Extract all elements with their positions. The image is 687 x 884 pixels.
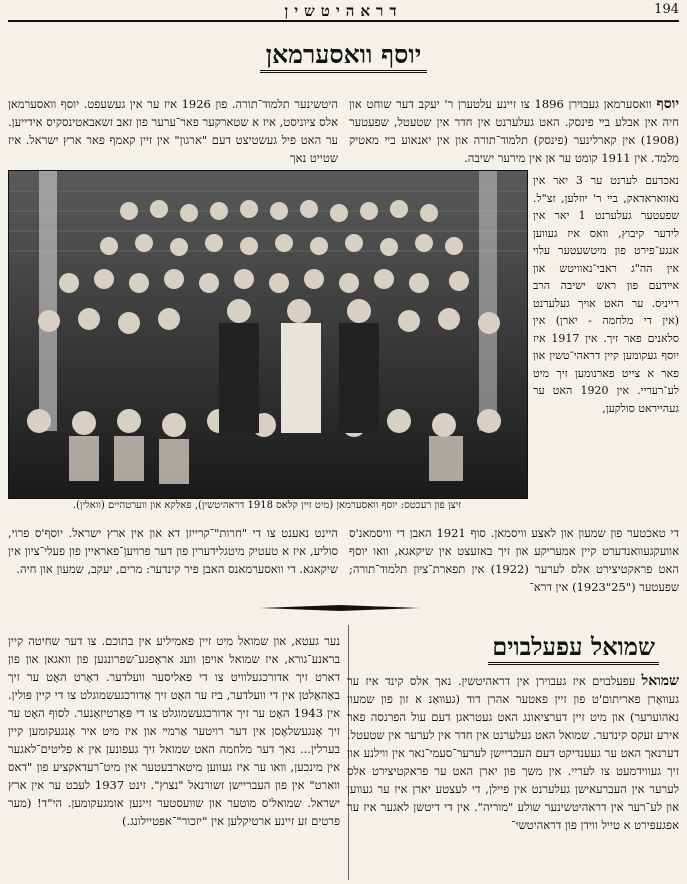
article-heading-wasserman: יוסף וואסערמאן xyxy=(0,40,687,73)
epelboim-left-column xyxy=(8,632,340,882)
running-title: דראהיטשין xyxy=(284,2,403,20)
section-divider xyxy=(260,605,420,611)
wasserman-left-bottom-text xyxy=(8,524,338,596)
paragraph: נער געטא, און שמואל מיט זיין פאמיליע אין בתוכם. צו דער שחיטה קיין בראנע־גורא, איז שמואל אויפן וועג אראָפגע־שפרונגען פון וואגאן און פון דארט זיך אדורכגעלוויט צו די פאליסער וועלדער. דאָרט האָט ער זיך באַהאַלטן אין די וועלדער, ביז ער האָט זיך אַדורכגעשמוגלט צו די קיין פּולין. אין 1943 האָט ער זיך אדורכגעשמוגלט צו די פּאַרטיזאַנער. לסוף האָט ער זיך אָנגעשלאָסן אין דער רויטער אַרמײ און איז מיט איר אָנגעקומען קיין בערלין... נאך דער מלחמה האט שמואל זיך געפונען אין א פליטים־לאגער אין מינכען, וואו ער איז געווען מיטארבעטער אין מיט־רעדאקציע פון "דאס ווארט" אין פון העבריישן זשורנאל "נצוץ". זינט 1937 לעבט ער אין ארץ ישראל. שמואל'ס מוטער און שוועסטער זיינען אומגעקומען. הי"ד! (מער פרטים זע זיינע ארטיקלען אין "יזכור"־אפטיילונג.) xyxy=(8,634,340,828)
paragraph: וואסערמאן געבוירן 1896 צו זיינע עלטערן ר' יעקב דער שוחט און חיה אין אבלע בײ פינסק. האט געלערנט אין חדר אין שטעטל, שפעטער (1908) אין קארלינער (פינסק) תלמוד־תורה און אין יאנאוע בײ מאטיק מלמד. אין 1911 קומט ער אן אין מירער ישיבה. xyxy=(349,97,679,165)
lead-word: שמואל xyxy=(641,673,679,689)
paragraph: די טאכטער פון שמעון און לאצע וויסמאן. סוף 1921 האבן די וויסמאנ'ס אוועקגעוואנדערט קיין אמעריקע און זיך באזעצט אין שיקאגא, וואו יוסף האט פראקטיצירט אלס לערער (1922) אין תפארת־ציון תלמוד־תורה; שפעטער ("25"1923) אין דרא־ xyxy=(349,526,679,594)
group-photo-image xyxy=(9,171,527,498)
article-heading-epelboim: שמואל עפעלבוים xyxy=(369,632,659,665)
paragraph: היינט נאענט צו די "חרות"־קרייזן דא און אין ארץ ישראל. יוסף'ס פרוי, סוליע, איז א טעטיק מיטגלידערין פון דער פרויען־פאראיין פון פעלי־ציון אין שיקאגא. די וואסערמאנס האבן פיר קינדער: מרים, יעקב, שמעון און חיה. xyxy=(8,526,338,576)
wasserman-right-bottom-text xyxy=(349,524,679,596)
lead-word: יוסף xyxy=(656,96,679,112)
photo-caption: זיצן פון רעכטס: יוסף וואסערמאן (מיט זיין קלאס 1918 דראהיטשין), פאלקא און ווערטהיים (וואלין). xyxy=(72,500,462,511)
running-header xyxy=(8,0,679,22)
epelboim-right-column xyxy=(347,672,679,882)
paragraph: היטשינער תלמוד־תורה. פון 1926 איז ער אין געשעפט. יוסף וואסערמאן אלס ציוניסט, איז א שטארקער פאר־ערער פון זאב זשאבאטינסקיס אידייען. ער האט פיל געשטיצט דעם "ארגון" אין זיין קאמף פאר ארץ ישראל. איז שטייט נאך xyxy=(8,97,338,165)
wasserman-left-top-text xyxy=(8,95,338,167)
wasserman-intro-text xyxy=(349,95,679,167)
class-photo xyxy=(8,170,528,499)
paragraph: נאכדעם לערנט ער 3 יאר אין נאוואראדאק, בײ ר' יוזלען, זצ"ל. שפעטער געלערנט 1 יאר אין לידער קיבוץ, וואס איז געווען אנגע־פירט פון מיטשעטער עלוי אין הה"ג ראבי־נאוויטש און אײדעם פון ראש ישיבה הרב רייניס. ער האט אויך געלערנט (אין די מלחמה - יארן) אין סלאנים פאר זיך. אין 1917 איז יוסף געקומען קיין דראהי־טשין און פאר א צייט פארנומען זיך מיט לע־רעריי. אין 1920 האט ער געהייראט סולקען, xyxy=(533,174,679,415)
wasserman-narrow-column xyxy=(533,172,679,522)
paragraph: עפעלבוים איז געבוירן אין דראהיטשין. נאך אלס קינד איז ער געוואָרן פאריתום'ט פון זיין פאטער אהרן דוד (געוואַנ א זון פון שמעון נאהוערער) און מיט זיין דערציאונג האט געטראגן דעם עול הפרנסה פאר אירע זעקס קינדער. שמואל האט געלערנט אין חדר אין לערער אין שטעטל. דערנאך האט ער געענדיקט דעם העבריישן לערער־סעמי־נאר אין ווילנע און זיך געווידמעט צו לעריי. אין משך פון יארן האט ער פראקטיצירט אלס לערער אין העברעאישן געלערנט אין פיילן, די לעצטע יארן איז ער געווען און לע־רער אין דראהיטשינער שולע "מוריה". אין די דיטשן לאגער איז ער אפגעפירט א טייל ווידן פון דראהיטשי־ xyxy=(347,674,679,832)
page-number: 194 xyxy=(654,2,679,17)
